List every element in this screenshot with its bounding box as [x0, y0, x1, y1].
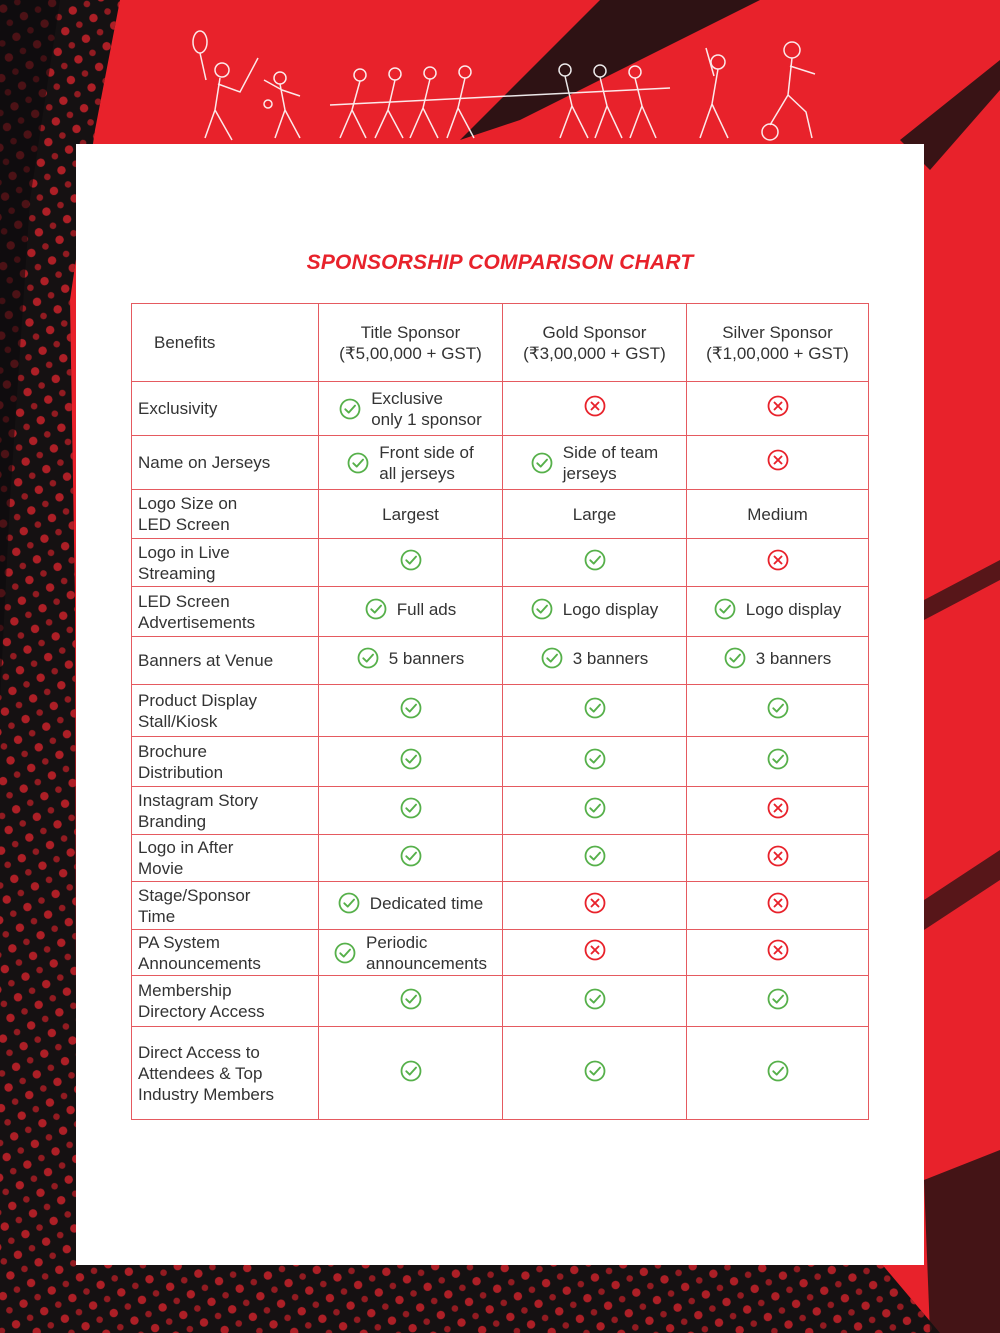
cell-text-line: only 1 sponsor	[371, 409, 482, 429]
benefit-cell	[132, 539, 319, 587]
cell-text	[756, 648, 832, 669]
benefit-label: Stage/Sponsor	[138, 885, 251, 905]
header-benefits	[132, 304, 319, 382]
header-gold-sponsor	[503, 304, 687, 382]
cell-content	[584, 797, 606, 819]
cell-text	[389, 648, 465, 669]
cell-content	[767, 988, 789, 1010]
tier-cell	[503, 436, 687, 490]
cell-text-line: jerseys	[562, 463, 617, 483]
cell-content	[400, 845, 422, 867]
cross-icon	[767, 845, 789, 867]
table-row	[132, 436, 869, 490]
cell-content	[584, 988, 606, 1010]
header-name: Title Sponsor	[360, 322, 461, 342]
cell-text-line: Front side of	[379, 442, 474, 462]
cell-text	[397, 599, 457, 620]
cell-content	[531, 598, 658, 620]
benefit-cell	[132, 436, 319, 490]
cell-content	[767, 797, 789, 819]
tier-cell	[319, 587, 503, 637]
check-icon	[347, 452, 369, 474]
check-icon	[339, 398, 361, 420]
cell-text	[379, 442, 474, 484]
tier-cell	[503, 382, 687, 436]
cell-content	[747, 504, 807, 525]
check-icon	[400, 697, 422, 719]
tier-cell	[319, 737, 503, 787]
benefit-cell	[132, 1027, 319, 1120]
badminton-player-icon	[193, 31, 258, 140]
benefit-label: PA System	[138, 932, 220, 952]
cell-content	[584, 892, 606, 914]
cell-content	[338, 892, 483, 914]
cell-content	[767, 449, 789, 471]
check-icon	[584, 797, 606, 819]
table-row	[132, 637, 869, 685]
cell-text	[747, 504, 807, 525]
cell-content	[400, 697, 422, 719]
tier-cell	[687, 637, 869, 685]
tier-cell	[503, 976, 687, 1027]
benefit-label: Directory Access	[138, 1002, 265, 1021]
cell-text-line: all jerseys	[379, 463, 455, 483]
benefit-cell	[132, 976, 319, 1027]
check-icon	[767, 1060, 789, 1082]
tier-cell	[319, 882, 503, 930]
cell-text-line: 5 banners	[388, 648, 465, 668]
table-row	[132, 976, 869, 1027]
cell-content	[584, 748, 606, 770]
cross-icon	[767, 449, 789, 471]
check-icon	[400, 1060, 422, 1082]
tug-of-war-icon	[330, 64, 670, 138]
tier-cell	[503, 787, 687, 835]
volleyball-player-icon	[264, 72, 300, 138]
table-row	[132, 490, 869, 539]
cell-content	[767, 892, 789, 914]
header-price: (₹1,00,000 + GST)	[706, 343, 849, 363]
cell-content	[767, 748, 789, 770]
table-row	[132, 787, 869, 835]
cell-text-line: Logo display	[562, 599, 659, 619]
cell-content	[584, 845, 606, 867]
cell-content	[400, 988, 422, 1010]
cell-text-line: 3 banners	[755, 648, 832, 668]
cell-text-line: Medium	[747, 504, 808, 524]
check-icon	[584, 697, 606, 719]
cricket-batsman-icon	[700, 48, 728, 138]
benefit-label: Stall/Kiosk	[138, 711, 218, 731]
check-icon	[767, 988, 789, 1010]
cell-text-line: Full ads	[396, 599, 457, 619]
cross-icon	[767, 797, 789, 819]
cell-content	[400, 549, 422, 571]
table-body	[132, 382, 869, 1120]
benefit-cell	[132, 490, 319, 539]
cross-icon	[584, 939, 606, 961]
cell-content	[584, 395, 606, 417]
check-icon	[584, 845, 606, 867]
benefit-label: Logo in Live	[138, 542, 230, 562]
benefit-cell	[132, 835, 319, 882]
tier-cell	[503, 685, 687, 737]
benefit-label: Branding	[138, 811, 207, 831]
benefit-label: Instagram Story	[138, 790, 258, 810]
cell-content	[400, 797, 422, 819]
table-header-row	[132, 304, 869, 382]
check-icon	[584, 1060, 606, 1082]
benefit-label: Product Display	[138, 690, 258, 710]
cell-content	[767, 1060, 789, 1082]
benefit-cell	[132, 382, 319, 436]
benefit-label: Industry Members	[138, 1084, 275, 1104]
cell-content	[724, 647, 832, 669]
check-icon	[357, 647, 379, 669]
cross-icon	[584, 395, 606, 417]
cell-content	[584, 549, 606, 571]
cell-content	[382, 504, 439, 525]
benefit-label: Announcements	[138, 953, 261, 973]
tier-cell	[319, 930, 503, 976]
tier-cell	[503, 587, 687, 637]
table-row	[132, 882, 869, 930]
header-name: Gold Sponsor	[542, 322, 647, 342]
tier-cell	[687, 539, 869, 587]
header-title-sponsor	[319, 304, 503, 382]
cell-text	[573, 504, 616, 525]
benefit-label: Logo in After	[138, 838, 234, 857]
benefit-label: Brochure	[138, 741, 207, 761]
check-icon	[334, 942, 356, 964]
table-row	[132, 835, 869, 882]
cross-icon	[767, 939, 789, 961]
cell-text	[573, 648, 649, 669]
tier-cell	[319, 835, 503, 882]
cell-text	[382, 504, 439, 525]
cell-text	[370, 893, 483, 914]
tier-cell	[687, 930, 869, 976]
tier-cell	[503, 835, 687, 882]
cross-icon	[584, 892, 606, 914]
cell-content	[584, 697, 606, 719]
tier-cell	[319, 539, 503, 587]
table-row	[132, 382, 869, 436]
cell-content	[767, 697, 789, 719]
cell-content	[339, 388, 482, 430]
benefit-label: LED Screen	[138, 515, 230, 534]
cell-text	[563, 599, 658, 620]
cell-text-line: announcements	[366, 953, 487, 973]
check-icon	[531, 598, 553, 620]
check-icon	[400, 797, 422, 819]
check-icon	[400, 549, 422, 571]
tier-cell	[687, 835, 869, 882]
check-icon	[767, 697, 789, 719]
benefit-label: Movie	[138, 859, 184, 878]
cross-icon	[767, 549, 789, 571]
cell-content	[584, 939, 606, 961]
benefit-label: Banners at Venue	[138, 651, 274, 670]
tier-cell	[503, 637, 687, 685]
benefit-label: Logo Size on	[138, 494, 238, 513]
table-row	[132, 737, 869, 787]
cell-content	[531, 442, 658, 484]
tier-cell	[319, 976, 503, 1027]
tier-cell	[687, 382, 869, 436]
cell-text	[371, 388, 482, 430]
check-icon	[365, 598, 387, 620]
benefit-label: Attendees & Top	[138, 1063, 263, 1083]
cell-content	[767, 549, 789, 571]
table-row	[132, 930, 869, 976]
benefit-label: Time	[138, 906, 176, 926]
cell-content	[767, 845, 789, 867]
tier-cell	[503, 1027, 687, 1120]
header-price: (₹3,00,000 + GST)	[523, 343, 666, 363]
cell-text-line: Dedicated time	[369, 893, 484, 913]
tier-cell	[687, 1027, 869, 1120]
cell-content	[357, 647, 465, 669]
tier-cell	[687, 436, 869, 490]
cell-content	[400, 748, 422, 770]
check-icon	[584, 988, 606, 1010]
tier-cell	[319, 1027, 503, 1120]
tier-cell	[687, 737, 869, 787]
tier-cell	[319, 685, 503, 737]
cell-text-line: Periodic	[366, 932, 428, 952]
cell-content	[573, 504, 616, 525]
check-icon	[584, 549, 606, 571]
cell-content	[334, 932, 487, 974]
benefit-cell	[132, 737, 319, 787]
cell-text-line: Large	[572, 504, 617, 524]
benefit-label: Streaming	[138, 563, 216, 583]
tier-cell	[687, 587, 869, 637]
check-icon	[400, 845, 422, 867]
tier-cell	[319, 490, 503, 539]
cell-content	[400, 1060, 422, 1082]
cell-text-line: Logo display	[745, 599, 842, 619]
benefit-label: Exclusivity	[138, 399, 218, 418]
cell-content	[347, 442, 474, 484]
benefit-cell	[132, 637, 319, 685]
check-icon	[714, 598, 736, 620]
tier-cell	[503, 930, 687, 976]
table-row	[132, 685, 869, 737]
check-icon	[400, 748, 422, 770]
table-row	[132, 1027, 869, 1120]
cell-text	[563, 442, 658, 484]
footballer-icon	[762, 42, 815, 140]
cross-icon	[767, 395, 789, 417]
cross-icon	[767, 892, 789, 914]
benefit-label: LED Screen	[138, 591, 230, 611]
cell-content	[584, 1060, 606, 1082]
cell-content	[767, 395, 789, 417]
cell-text-line: Exclusive	[371, 388, 444, 408]
cell-content	[714, 598, 841, 620]
benefit-label: Membership	[138, 981, 232, 1000]
benefit-label: Distribution	[138, 762, 224, 782]
tier-cell	[503, 490, 687, 539]
benefit-cell	[132, 587, 319, 637]
tier-cell	[319, 637, 503, 685]
benefit-label: Direct Access to	[138, 1042, 260, 1062]
tier-cell	[687, 882, 869, 930]
cell-text	[366, 932, 487, 974]
check-icon	[400, 988, 422, 1010]
tier-cell	[503, 737, 687, 787]
tier-cell	[503, 882, 687, 930]
check-icon	[541, 647, 563, 669]
check-icon	[724, 647, 746, 669]
comparison-table	[131, 303, 869, 1120]
cell-text	[746, 599, 841, 620]
page-title: SPONSORSHIP COMPARISON CHART	[306, 251, 694, 274]
tier-cell	[687, 490, 869, 539]
benefit-cell	[132, 787, 319, 835]
check-icon	[531, 452, 553, 474]
check-icon	[584, 748, 606, 770]
cell-content	[767, 939, 789, 961]
tier-cell	[319, 382, 503, 436]
table-row	[132, 539, 869, 587]
benefit-cell	[132, 882, 319, 930]
check-icon	[338, 892, 360, 914]
header-name: Benefits	[154, 333, 216, 352]
cell-content	[365, 598, 457, 620]
cell-text-line: 3 banners	[572, 648, 649, 668]
header-name: Silver Sponsor	[722, 322, 833, 342]
tier-cell	[687, 787, 869, 835]
benefit-label: Name on Jerseys	[138, 453, 271, 472]
tier-cell	[503, 539, 687, 587]
tier-cell	[687, 976, 869, 1027]
check-icon	[767, 748, 789, 770]
cell-text-line: Largest	[382, 504, 439, 524]
benefit-cell	[132, 930, 319, 976]
cell-text-line: Side of team	[562, 442, 659, 462]
tier-cell	[687, 685, 869, 737]
header-silver-sponsor	[687, 304, 869, 382]
benefit-cell	[132, 685, 319, 737]
header-price: (₹5,00,000 + GST)	[339, 343, 482, 363]
benefit-label: Advertisements	[138, 612, 256, 632]
cell-content	[541, 647, 649, 669]
tier-cell	[319, 787, 503, 835]
tier-cell	[319, 436, 503, 490]
table-row	[132, 587, 869, 637]
